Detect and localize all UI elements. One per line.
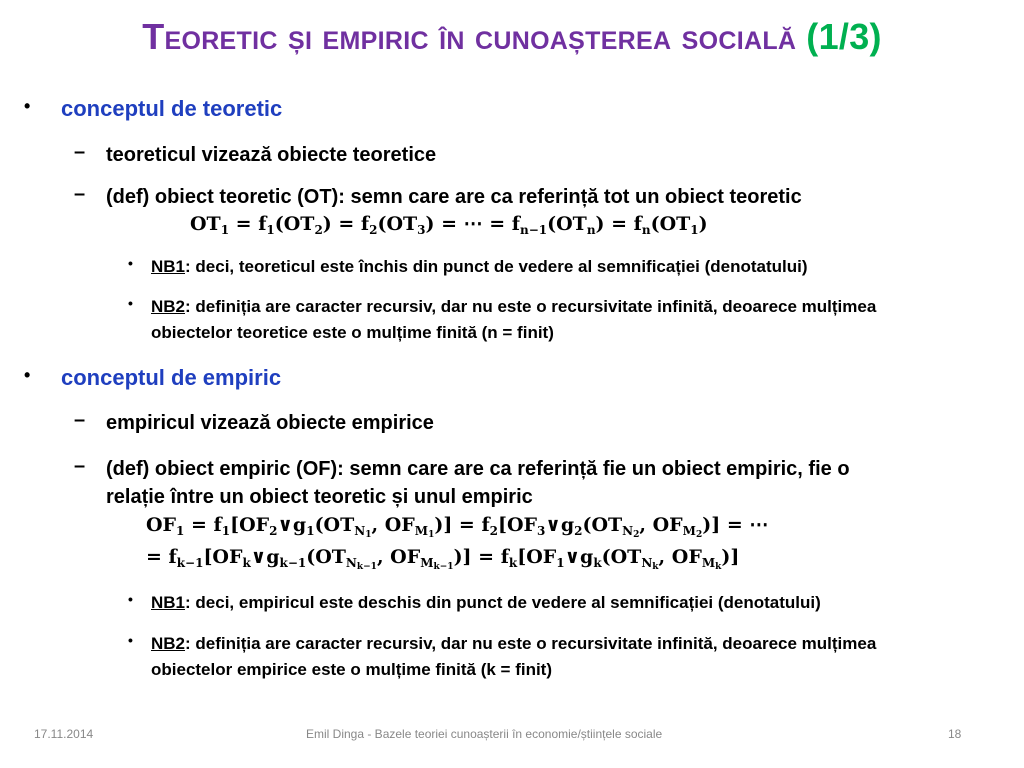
dash-marker: – xyxy=(74,455,86,477)
heading-teoretic: conceptul de teoretic xyxy=(61,96,283,121)
dash-marker: – xyxy=(74,409,86,431)
title-text: Teoretic și empiric în cunoașterea socială xyxy=(142,16,797,57)
bullet-marker: • xyxy=(24,96,31,116)
nb2-label: NB2 xyxy=(151,634,186,653)
formula-teoretic: $OT_1 = f_1(OT_2) = f_2(OT_3)$ = ⋯ = $f_{n-1}(OT_n) = f_n(OT_1)$ xyxy=(190,213,708,237)
bullet-marker: • xyxy=(24,365,31,385)
nb1-label: NB1 xyxy=(151,257,186,276)
slide-title xyxy=(0,16,1024,58)
nb1-label: NB1 xyxy=(151,593,186,612)
formula-empiric-line1: $OF_1$ = $f_1[OF_2\vee g_1(OT_{N_1}$, $OF_{M_1}$)] = $f_2[OF_3\vee g_2(OT_{N_2}$, $OF_{M_2}$)] = ⋯ xyxy=(146,514,769,540)
title-number: (1/3) xyxy=(806,16,882,57)
footer-date: 17.11.2014 xyxy=(34,727,94,741)
bullet-marker: • xyxy=(128,591,133,607)
bullet-marker: • xyxy=(128,295,133,311)
nb2-label: NB2 xyxy=(151,297,186,316)
dash-marker: – xyxy=(74,141,86,163)
heading-empiric: conceptul de empiric xyxy=(61,365,282,390)
bullet-marker: • xyxy=(128,255,133,271)
dash-marker: – xyxy=(74,183,86,205)
bullet-marker: • xyxy=(128,632,133,648)
footer-author: Emil Dinga - Bazele teoriei cunoașterii în economie/științele sociale xyxy=(306,727,663,741)
footer-page-number: 18 xyxy=(948,727,962,741)
formula-empiric-line2: = $f_{k-1}[OF_k\vee g_{k-1}(OT_{N_{k-1}}$, $OF_{M_{k-1}}$)] = $f_k[OF_1\vee g_k(OT_{N_k}$, $OF_{M_k}$)] xyxy=(146,546,740,572)
